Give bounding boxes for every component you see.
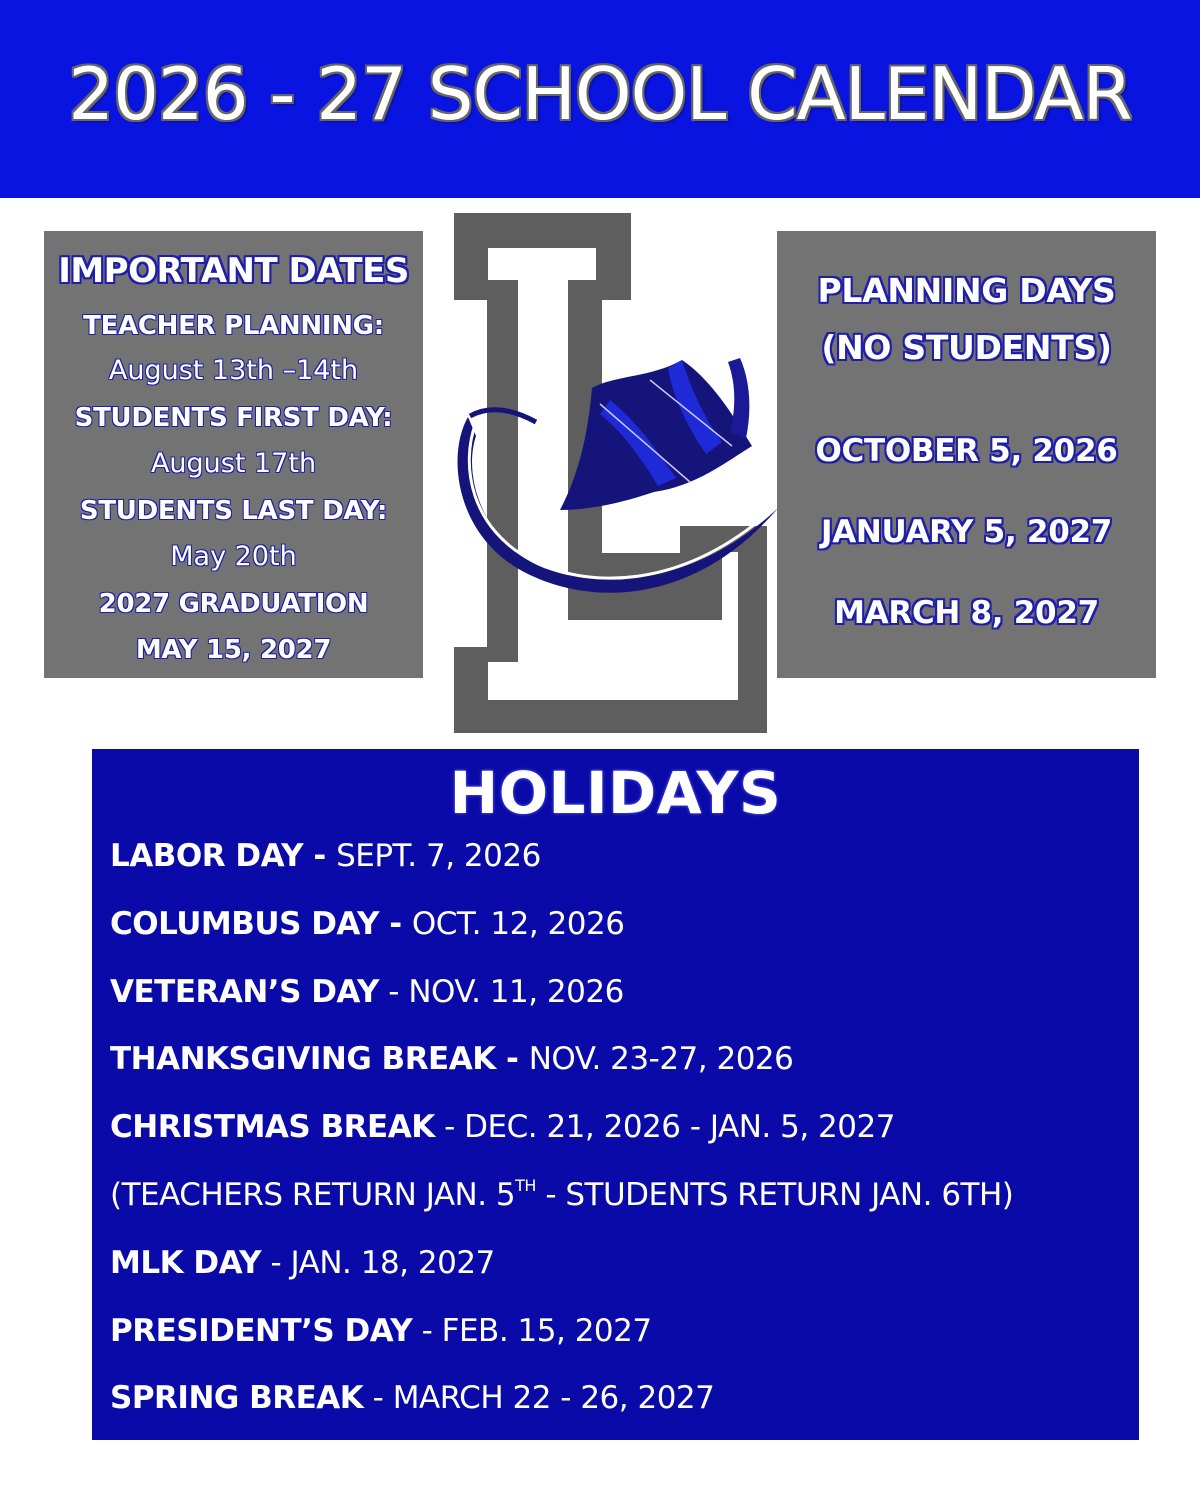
holiday-date: FEB. 15, 2027 bbox=[441, 1313, 652, 1349]
planning-date-1: OCTOBER 5, 2026 bbox=[815, 433, 1118, 469]
important-dates-panel bbox=[44, 231, 423, 678]
holiday-name: PRESIDENT’S DAY bbox=[110, 1313, 413, 1349]
holiday-item bbox=[110, 1245, 495, 1281]
note-part-2: - STUDENTS RETURN JAN. 6TH) bbox=[535, 1177, 1014, 1213]
graduation-date: MAY 15, 2027 bbox=[135, 635, 332, 665]
holiday-name: MLK DAY bbox=[110, 1245, 262, 1281]
holiday-separator: - bbox=[378, 974, 409, 1010]
holiday-name: VETERAN’S DAY bbox=[110, 974, 379, 1010]
planning-days-panel bbox=[777, 231, 1156, 678]
holiday-name: THANKSGIVING BREAK bbox=[110, 1041, 496, 1077]
holiday-separator: - bbox=[303, 838, 337, 874]
planning-date-2: JANUARY 5, 2027 bbox=[820, 514, 1112, 550]
holiday-item bbox=[110, 1313, 652, 1349]
holiday-separator: - bbox=[495, 1041, 529, 1077]
important-dates-title: IMPORTANT DATES bbox=[58, 251, 409, 291]
school-logo bbox=[440, 210, 785, 740]
holiday-date: DEC. 21, 2026 - JAN. 5, 2027 bbox=[464, 1109, 895, 1145]
header-banner bbox=[0, 0, 1200, 198]
holidays-title: HOLIDAYS bbox=[449, 759, 782, 827]
students-last-day-label: STUDENTS LAST DAY: bbox=[79, 496, 388, 526]
students-last-day-value: May 20th bbox=[170, 541, 297, 572]
holiday-date: MARCH 22 - 26, 2027 bbox=[392, 1380, 715, 1416]
holiday-name: SPRING BREAK bbox=[110, 1380, 364, 1416]
holiday-item bbox=[110, 1109, 895, 1145]
teacher-planning-value: August 13th –14th bbox=[108, 355, 359, 386]
planning-days-title: PLANNING DAYS bbox=[817, 271, 1116, 310]
graduation-label: 2027 GRADUATION bbox=[98, 589, 369, 619]
holiday-date: NOV. 11, 2026 bbox=[408, 974, 624, 1010]
holiday-date: OCT. 12, 2026 bbox=[411, 906, 625, 942]
holiday-separator: - bbox=[434, 1109, 465, 1145]
planning-days-subtitle: (NO STUDENTS) bbox=[821, 328, 1112, 367]
holiday-item bbox=[110, 974, 624, 1010]
holiday-separator: - bbox=[378, 906, 412, 942]
planning-date-3: MARCH 8, 2027 bbox=[834, 595, 1099, 631]
holiday-name: LABOR DAY bbox=[110, 838, 304, 874]
teacher-planning-label: TEACHER PLANNING: bbox=[83, 311, 384, 341]
students-first-day-value: August 17th bbox=[150, 448, 317, 479]
students-first-day-label: STUDENTS FIRST DAY: bbox=[74, 403, 393, 433]
holiday-date: JAN. 18, 2027 bbox=[290, 1245, 495, 1281]
holiday-date: SEPT. 7, 2026 bbox=[336, 838, 541, 874]
holiday-name: COLUMBUS DAY bbox=[110, 906, 379, 942]
page-title: 2026 - 27 SCHOOL CALENDAR bbox=[68, 52, 1132, 136]
holiday-separator: - bbox=[363, 1380, 393, 1416]
holiday-item bbox=[110, 1380, 714, 1416]
holidays-panel bbox=[92, 749, 1139, 1440]
note-superscript: TH bbox=[515, 1176, 536, 1195]
holiday-separator: - bbox=[412, 1313, 442, 1349]
holiday-item bbox=[110, 838, 541, 874]
holiday-date: NOV. 23-27, 2026 bbox=[528, 1041, 794, 1077]
holiday-item bbox=[110, 1041, 793, 1077]
note-part-1: (TEACHERS RETURN JAN. 5 bbox=[110, 1177, 516, 1213]
holiday-note bbox=[110, 1177, 1013, 1213]
holiday-name: CHRISTMAS BREAK bbox=[110, 1109, 435, 1145]
holiday-separator: - bbox=[261, 1245, 291, 1281]
holiday-item bbox=[110, 906, 624, 942]
